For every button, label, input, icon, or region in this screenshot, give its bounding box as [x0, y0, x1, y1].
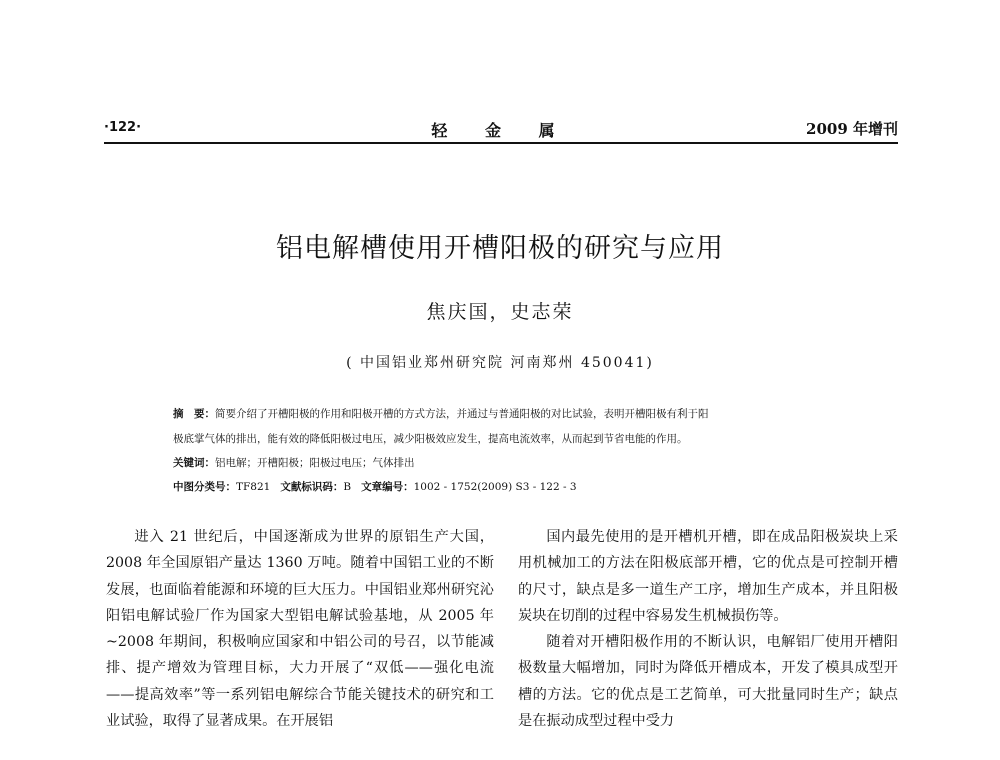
clc-value: TF821: [236, 481, 271, 493]
doc-code-value: B: [343, 481, 352, 493]
paragraph: 国内最先使用的是开槽机开槽，即在成品阳极炭块上采用机械加工的方法在阳极底部开槽，它的优点是可控制开槽的尺寸，缺点是多一道生产工序，增加生产成本，并且阳极炭块在切削的过程中容易发生机械损伤等。: [518, 529, 898, 624]
author-affiliation: ( 中国铝业郑州研究院 河南郑州 450041): [346, 355, 654, 371]
keywords-line: [173, 456, 853, 470]
article-authors: 焦庆国，史志荣: [426, 301, 574, 323]
abstract-line-2: [173, 432, 853, 446]
body-column-right: [518, 524, 898, 734]
doc-code-label: 文献标识码：: [280, 481, 344, 493]
clc-label: 中图分类号：: [173, 481, 236, 493]
article-number-value: 1002 - 1752(2009) S3 - 122 - 3: [413, 481, 577, 493]
keywords-text: 铝电解；开槽阳极；阳极过电压；气体排出: [215, 457, 415, 469]
running-header: [104, 118, 898, 144]
abstract-line-1: [173, 407, 853, 421]
paragraph: 随着对开槽阳极作用的不断认识，电解铝厂使用开槽阳极数量大幅增加，同时为降低开槽成本，开发了模具成型开槽的方法。它的优点是工艺简单，可大批量同时生产；缺点是在振动成型过程中受力: [518, 634, 898, 730]
classification-line: [173, 480, 853, 494]
page-number: ·122·: [104, 120, 142, 135]
article-number-label: 文章编号：: [361, 481, 414, 493]
abstract-text-1: 简要介绍了开槽阳极的作用和阳极开槽的方式方法，并通过与普通阳极的对比试验，表明开槽阳极有利于阳: [215, 408, 709, 420]
abstract-label: 摘 要：: [173, 408, 215, 420]
keywords-label: 关键词：: [173, 457, 215, 469]
article-title: 铝电解槽使用开槽阳极的研究与应用: [276, 233, 724, 264]
journal-name: 轻 金 属: [431, 121, 571, 140]
body-column-left: [106, 524, 494, 734]
issue-label: 2009 年增刊: [806, 120, 898, 138]
abstract-text-2: 极底掌气体的排出，能有效的降低阳极过电压，减少阳极效应发生，提高电流效率，从而起到节省电能的作用。: [173, 433, 688, 445]
paragraph: 进入 21 世纪后，中国逐渐成为世界的原铝生产大国，2008 年全国原铝产量达 1360 万吨。随着中国铝工业的不断发展，也面临着能源和环境的巨大压力。中国铝业郑州研究沁阳铝电解试验厂作为国家大型铝电解试验基地，从 2005 年 ~2008 年期间，积极响应国家和中铝公司的号召，以节能减排、提产增效为管理目标，大力开展了“双低——强化电流——提高效率”等一系列铝电解综合节能关键技术的研究和工业试验，取得了显著成果。在开展铝: [106, 529, 494, 730]
